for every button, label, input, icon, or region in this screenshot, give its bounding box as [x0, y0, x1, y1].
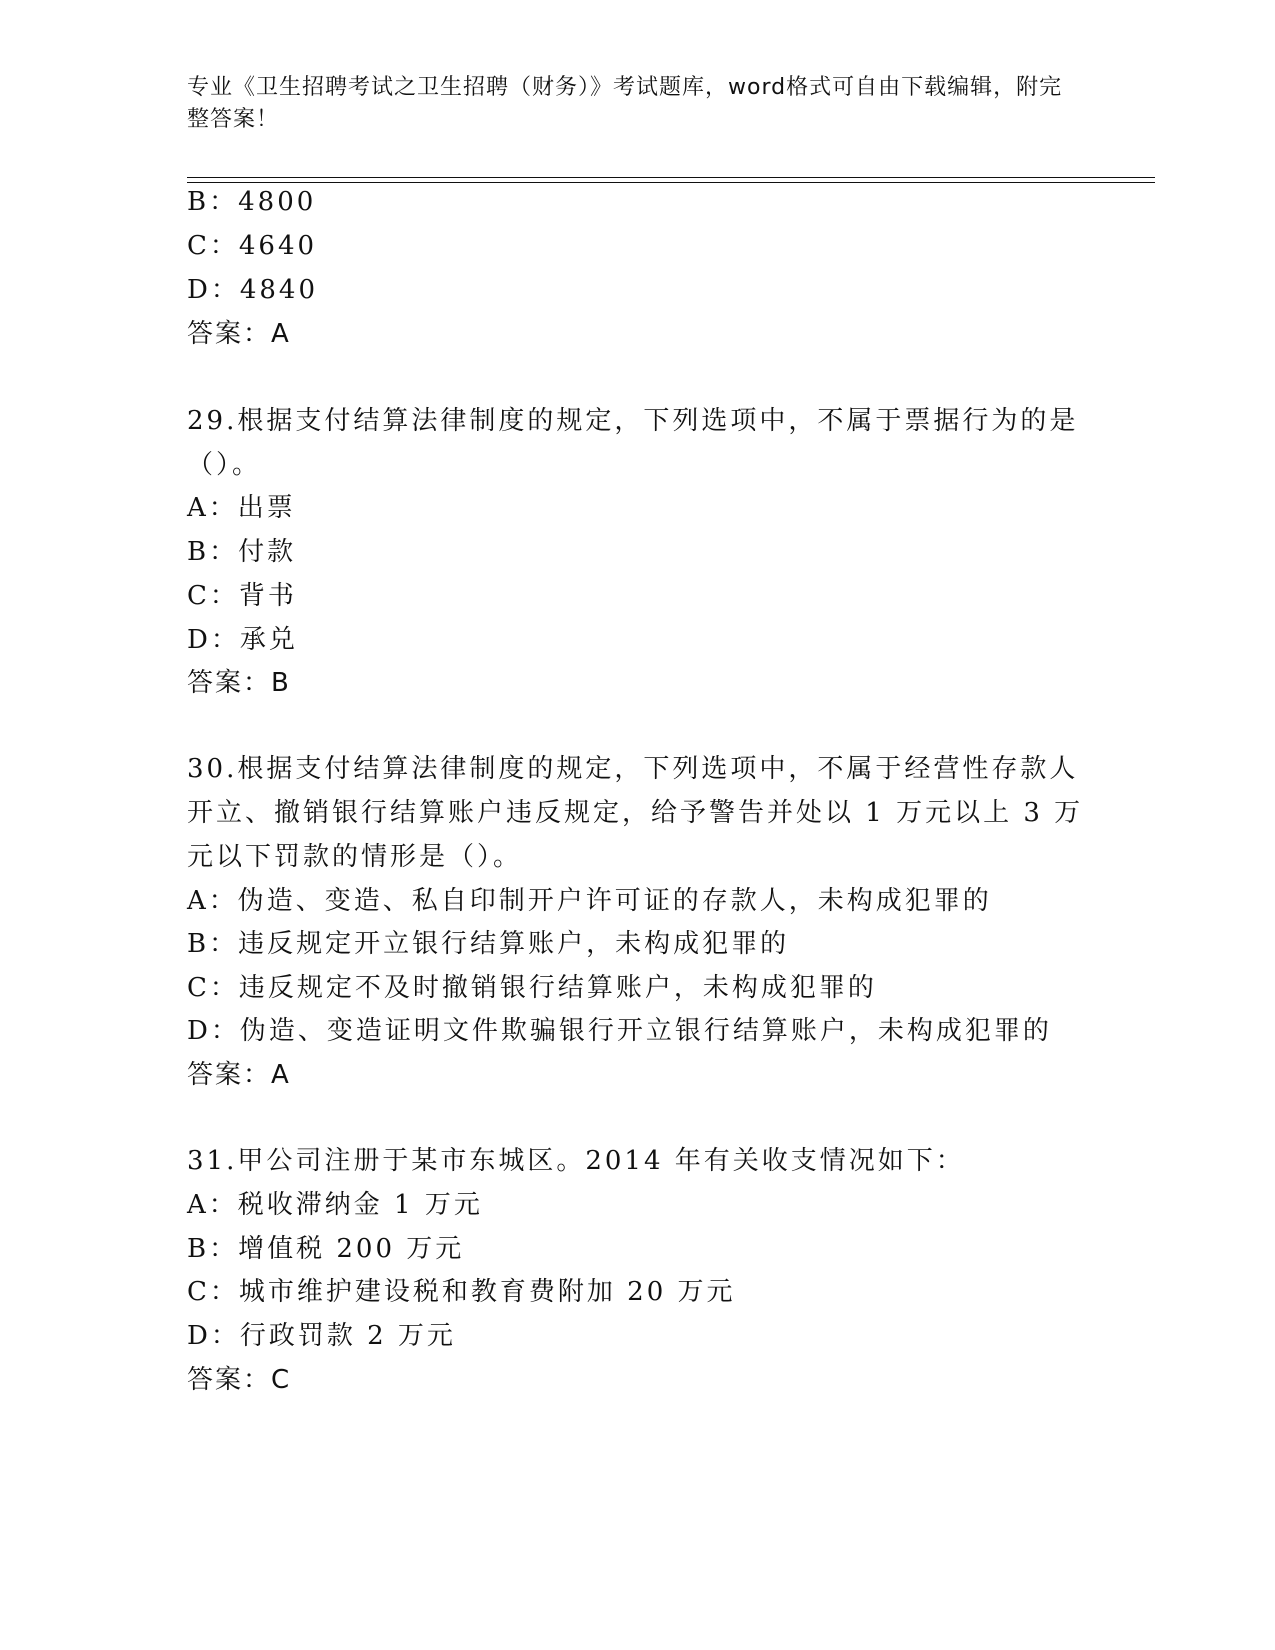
question-30-stem: 30.根据支付结算法律制度的规定，下列选项中，不属于经营性存款人 — [187, 754, 1079, 784]
answer-label: 答案：C — [187, 1365, 292, 1395]
question-30-stem-end: 元以下罚款的情形是（）。 — [187, 842, 523, 872]
document-header: 专业《卫生招聘考试之卫生招聘（财务）》考试题库，word格式可自由下载编辑，附完整答案！ — [187, 75, 1063, 132]
option-b: B：违反规定开立银行结算账户，未构成犯罪的 — [187, 929, 790, 959]
option-d: D：承兑 — [187, 625, 298, 655]
question-29-stem: 29.根据支付结算法律制度的规定，下列选项中，不属于票据行为的是 — [187, 406, 1079, 436]
question-30-stem-cont: 开立、撤销银行结算账户违反规定，给予警告并处以 1 万元以上 3 万 — [187, 798, 1084, 828]
question-31-stem: 31.甲公司注册于某市东城区。2014 年有关收支情况如下： — [187, 1146, 965, 1176]
header-rule-bottom — [187, 182, 1155, 183]
header-rule-top — [187, 177, 1155, 178]
option-a: A：伪造、变造、私自印制开户许可证的存款人，未构成犯罪的 — [187, 886, 992, 916]
option-d: D：伪造、变造证明文件欺骗银行开立银行结算账户，未构成犯罪的 — [187, 1016, 1052, 1046]
option-a: A：税收滞纳金 1 万元 — [187, 1190, 483, 1220]
answer-label: 答案：B — [187, 668, 291, 698]
option-c: C：4640 — [187, 231, 318, 261]
option-c: C：违反规定不及时撤销银行结算账户，未构成犯罪的 — [187, 973, 877, 1003]
option-a: A：出票 — [187, 493, 296, 523]
question-29-stem-cont: （）。 — [187, 450, 262, 480]
option-b: B：付款 — [187, 537, 297, 567]
option-c: C：背书 — [187, 581, 297, 611]
answer-label: 答案：A — [187, 319, 291, 349]
option-d: D：行政罚款 2 万元 — [187, 1321, 456, 1351]
option-b: B：4800 — [187, 187, 317, 217]
answer-label: 答案：A — [187, 1060, 291, 1090]
option-c: C：城市维护建设税和教育费附加 20 万元 — [187, 1277, 736, 1307]
option-b: B：增值税 200 万元 — [187, 1234, 465, 1264]
option-d: D：4840 — [187, 275, 319, 305]
